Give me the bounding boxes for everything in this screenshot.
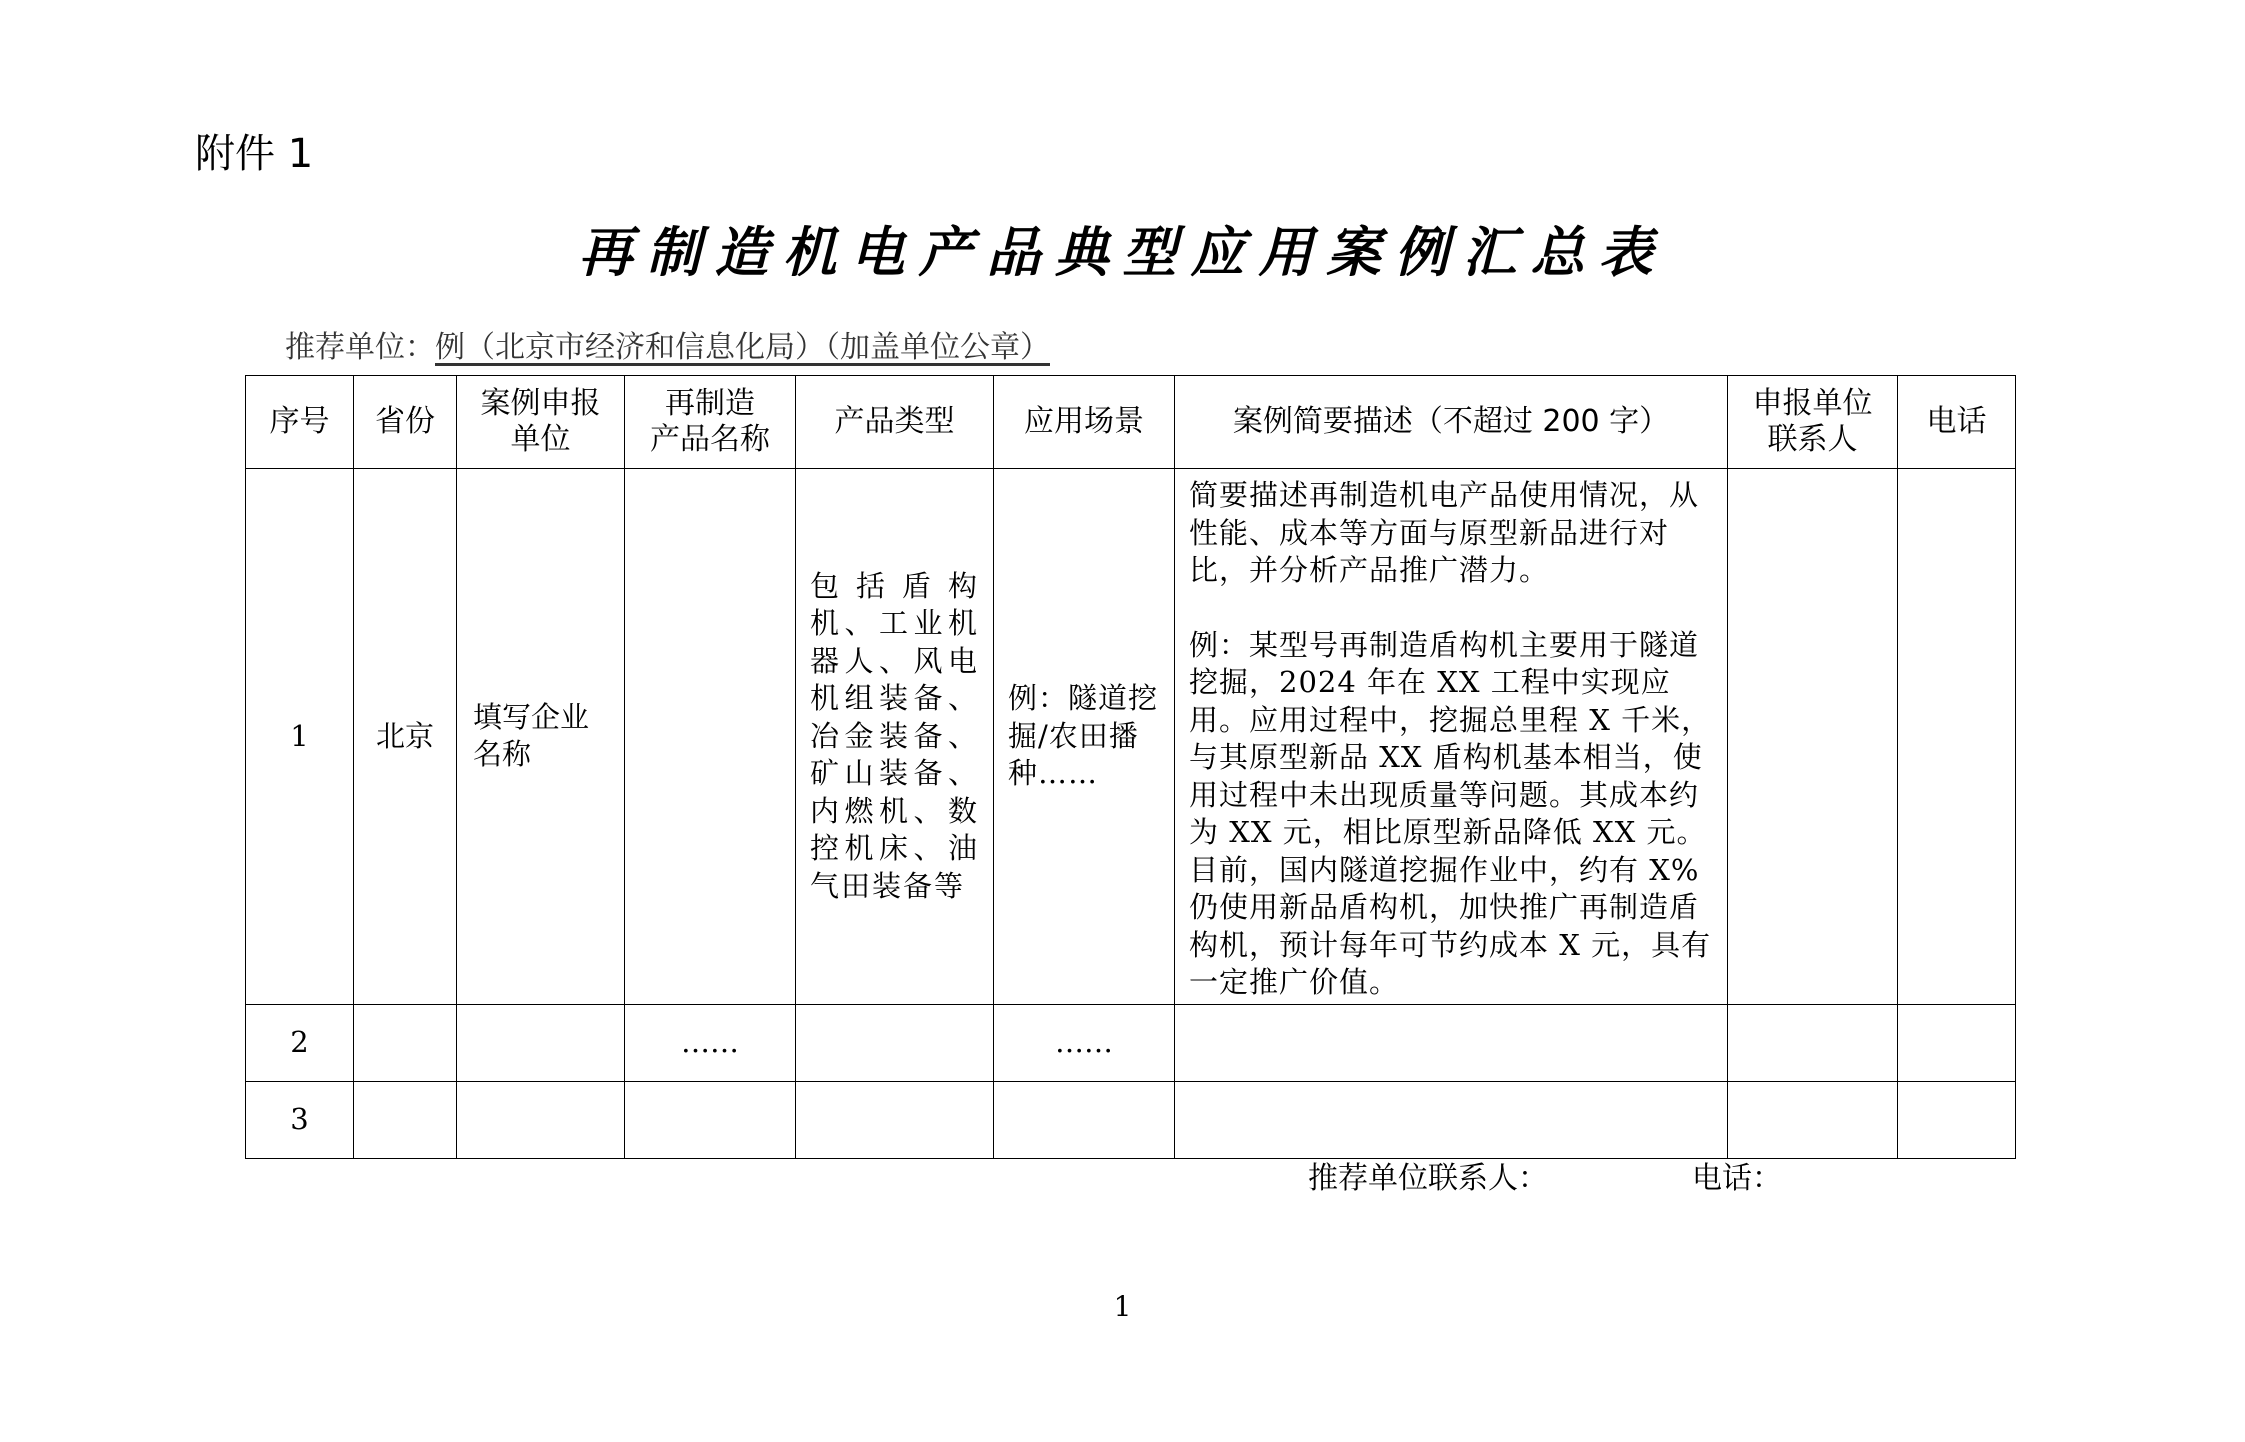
cell-scene: …… (994, 1004, 1175, 1081)
page-number: 1 (1113, 1290, 1132, 1323)
cell-product (625, 469, 796, 1005)
cell-contact (1728, 1004, 1898, 1081)
header-product-line2: 产品名称 (650, 422, 770, 457)
header-contact-line1: 申报单位 (1752, 386, 1873, 421)
cell-contact (1728, 469, 1898, 1005)
header-unit-line2: 单位 (510, 422, 571, 457)
cell-contact (1728, 1081, 1898, 1158)
cell-phone (1898, 1004, 2016, 1081)
cell-product (625, 1081, 796, 1158)
header-province: 省份 (354, 376, 457, 469)
cell-product-type (796, 1004, 994, 1081)
cell-seq: 3 (246, 1081, 354, 1158)
description-paragraph-2: 例：某型号再制造盾构机主要用于隧道挖掘，2024 年在 XX 工程中实现应用。应用过程中，挖掘总里程 X 千米，与其原型新品 XX 盾构机基本相当，使用过程中未出现质量等问题。其成本约为 XX 元，相比原型新品降低 XX 元。目前，国内隧道挖掘作业中，约有 X%仍使用新品盾构机，加快推广再制造盾构机，预计每年可节约成本 X 元，具有一定推广价值。 (1189, 627, 1712, 999)
table-row (246, 469, 2016, 1005)
cell-province (354, 1004, 457, 1081)
cell-seq: 1 (246, 469, 354, 1005)
attachment-label: 附件 1 (195, 131, 314, 177)
cell-province (354, 1081, 457, 1158)
header-seq: 序号 (246, 376, 354, 469)
cell-province: 北京 (354, 469, 457, 1005)
cell-product-type (796, 1081, 994, 1158)
cell-seq: 2 (246, 1004, 354, 1081)
document-title: 再制造机电产品典型应用案例汇总表 (578, 220, 1667, 284)
cell-description (1175, 469, 1728, 1005)
cell-unit: 填写企业名称 (457, 469, 625, 1005)
table-header-row (246, 376, 2016, 469)
header-unit (457, 376, 625, 469)
cell-product: …… (625, 1004, 796, 1081)
header-scene: 应用场景 (994, 376, 1175, 469)
recommend-unit-example: 例（北京市经济和信息化局）（加盖单位公章） (435, 330, 1050, 365)
cell-scene (994, 1081, 1175, 1158)
header-phone: 电话 (1898, 376, 2016, 469)
header-contact (1728, 376, 1898, 469)
footer-phone-label: 电话： (1692, 1161, 1782, 1196)
header-product-type: 产品类型 (796, 376, 994, 469)
footer-contact-label: 推荐单位联系人： (1308, 1161, 1548, 1196)
cell-description (1175, 1081, 1728, 1158)
header-description: 案例简要描述（不超过 200 字） (1175, 376, 1728, 469)
recommend-unit-label: 推荐单位： (285, 330, 435, 365)
cell-description (1175, 1004, 1728, 1081)
header-product-line1: 再制造 (665, 386, 755, 421)
case-summary-table (245, 375, 2016, 1159)
cell-phone (1898, 1081, 2016, 1158)
cell-scene: 例：隧道挖掘/农田播种…… (994, 469, 1175, 1005)
cell-unit (457, 1081, 625, 1158)
header-contact-line2: 联系人 (1767, 422, 1858, 457)
description-paragraph-1: 简要描述再制造机电产品使用情况，从性能、成本等方面与原型新品进行对比，并分析产品推广潜力。 (1189, 478, 1700, 587)
table-row (246, 1004, 2016, 1081)
cell-phone (1898, 469, 2016, 1005)
recommend-unit-line (285, 322, 1050, 366)
header-unit-line1: 案例申报 (480, 386, 601, 421)
header-product-name (625, 376, 796, 469)
cell-product-type: 包括盾构机、工业机器人、风电机组装备、冶金装备、矿山装备、内燃机、数控机床、油气田装备等 (796, 469, 994, 1005)
cell-unit (457, 1004, 625, 1081)
table-row (246, 1081, 2016, 1158)
